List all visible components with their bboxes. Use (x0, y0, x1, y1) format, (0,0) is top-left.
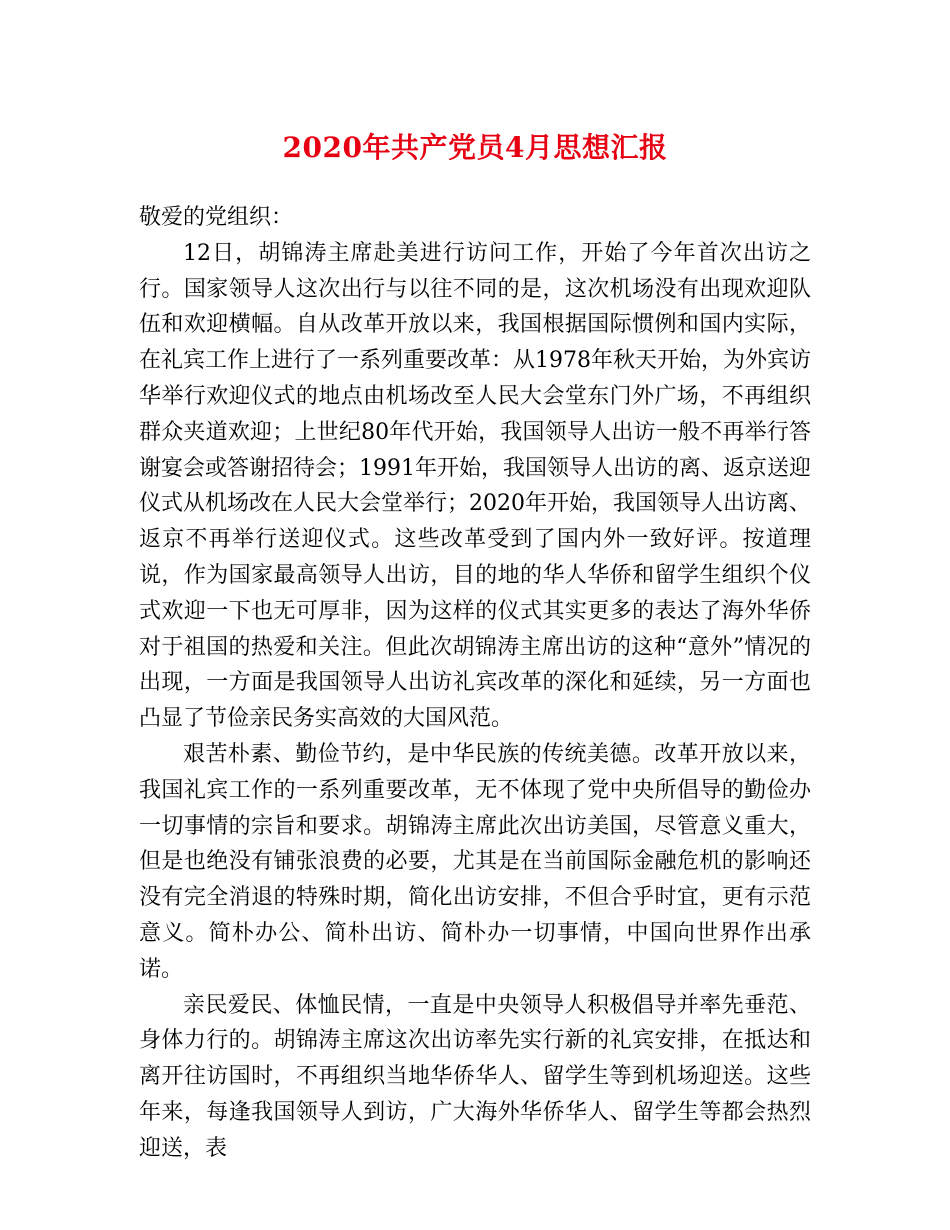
document-title: 2020年共产党员4月思想汇报 (282, 131, 668, 164)
paragraph-1: 12日，胡锦涛主席赴美进行访问工作，开始了今年首次出访之行。国家领导人这次出行与以往不同的是，这次机场没有出现欢迎队伍和欢迎横幅。自从改革开放以来，我国根据国际惯例和国内实际，在礼宾工作上进行了一系列重要改革：从1978年秋天开始，为外宾访华举行欢迎仪式的地点由机场改至人民大会堂东门外广场，不再组织群众夹道欢迎；上世纪80年代开始，我国领导人出访一般不再举行答谢宴会或答谢招待会；1991年开始，我国领导人出访的离、返京送迎仪式从机场改在人民大会堂举行；2020年开始，我国领导人出访离、返京不再举行送迎仪式。这些改革受到了国内外一致好评。按道理说，作为国家最高领导人出访，目的地的华人华侨和留学生组织个仪式欢迎一下也无可厚非，因为这样的仪式其实更多的表达了海外华侨对于祖国的热爱和关注。但此次胡锦涛主席出访的这种“意外”情况的出现，一方面是我国领导人出访礼宾改革的深化和延续，另一方面也凸显了节俭亲民务实高效的大国风范。 (139, 240, 811, 732)
document-body (139, 200, 811, 1167)
paragraph-2: 艰苦朴素、勤俭节约，是中华民族的传统美德。改革开放以来，我国礼宾工作的一系列重要改革，无不体现了党中央所倡导的勤俭办一切事情的宗旨和要求。胡锦涛主席此次出访美国，尽管意义重大，但是也绝没有铺张浪费的必要，尤其是在当前国际金融危机的影响还没有完全消退的特殊时期，简化出访安排，不但合乎时宜，更有示范意义。简朴办公、简朴出访、简朴办一切事情，中国向世界作出承诺。 (139, 741, 811, 982)
salutation: 敬爱的党组织： (139, 205, 294, 230)
paragraph-3: 亲民爱民、体恤民情，一直是中央领导人积极倡导并率先垂范、身体力行的。胡锦涛主席这次出访率先实行新的礼宾安排，在抵达和离开往访国时，不再组织当地华侨华人、留学生等到机场迎送。这些年来，每逢我国领导人到访，广大海外华侨华人、留学生等都会热烈迎送，表 (139, 992, 811, 1161)
